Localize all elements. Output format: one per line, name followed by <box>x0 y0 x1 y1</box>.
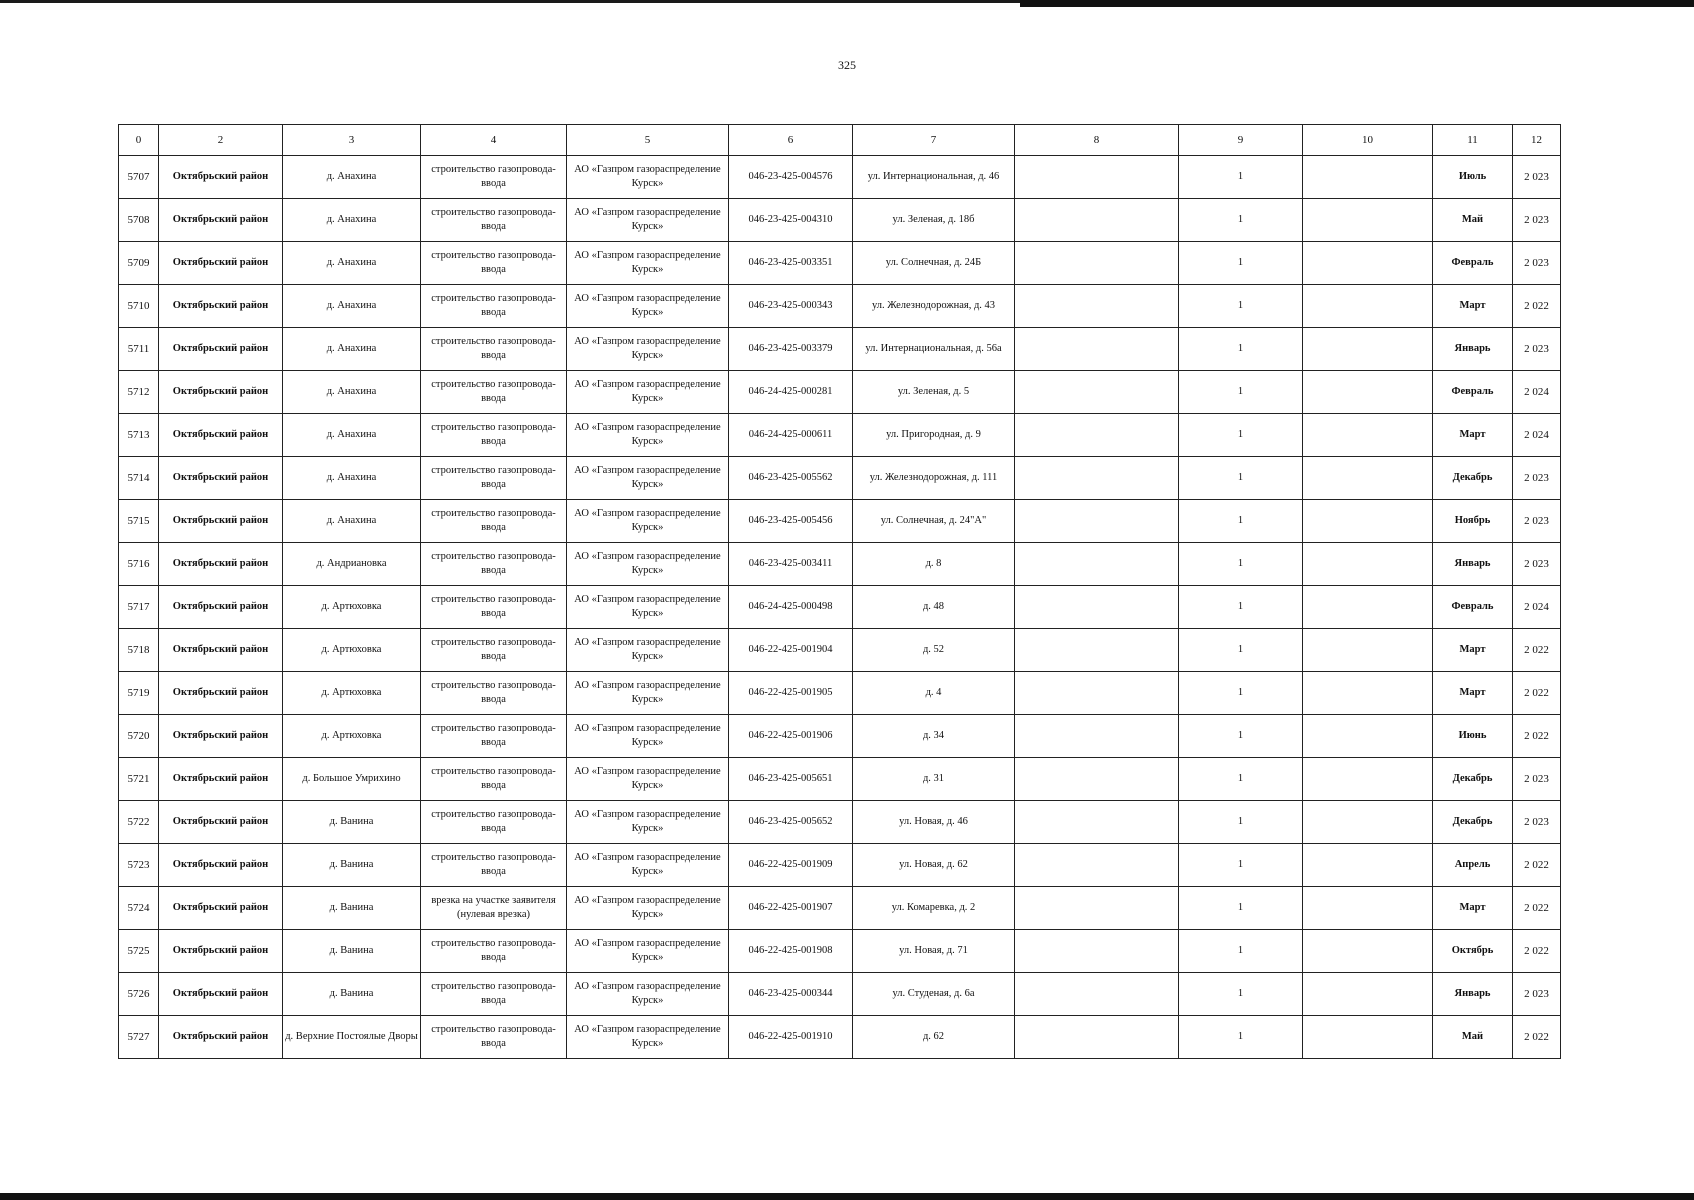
table-body <box>119 156 1561 1059</box>
quantity-cell: 1 <box>1179 199 1303 242</box>
quantity-cell: 1 <box>1179 930 1303 973</box>
organization-cell: АО «Газпром газораспределение Курск» <box>567 672 729 715</box>
column-8-cell <box>1015 758 1179 801</box>
col-header: 7 <box>853 125 1015 156</box>
month-cell: Декабрь <box>1433 457 1513 500</box>
row-number: 5725 <box>119 930 159 973</box>
quantity-cell: 1 <box>1179 629 1303 672</box>
year-cell: 2 023 <box>1513 801 1561 844</box>
settlement-cell: д. Артюховка <box>283 672 421 715</box>
work-type-cell: строительство газопровода-ввода <box>421 629 567 672</box>
district-cell: Октябрьский район <box>159 672 283 715</box>
table-row <box>119 672 1561 715</box>
year-cell: 2 023 <box>1513 199 1561 242</box>
work-type-cell: строительство газопровода-ввода <box>421 715 567 758</box>
col-header: 4 <box>421 125 567 156</box>
district-cell: Октябрьский район <box>159 758 283 801</box>
application-code-cell: 046-22-425-001910 <box>729 1016 853 1059</box>
settlement-cell: д. Артюховка <box>283 629 421 672</box>
settlement-cell: д. Анахина <box>283 156 421 199</box>
column-10-cell <box>1303 672 1433 715</box>
address-cell: ул. Пригородная, д. 9 <box>853 414 1015 457</box>
month-cell: Февраль <box>1433 371 1513 414</box>
row-number: 5723 <box>119 844 159 887</box>
quantity-cell: 1 <box>1179 328 1303 371</box>
settlement-cell: д. Артюховка <box>283 586 421 629</box>
work-type-cell: строительство газопровода-ввода <box>421 242 567 285</box>
district-cell: Октябрьский район <box>159 973 283 1016</box>
column-8-cell <box>1015 285 1179 328</box>
address-cell: ул. Зеленая, д. 18б <box>853 199 1015 242</box>
application-code-cell: 046-23-425-003379 <box>729 328 853 371</box>
quantity-cell: 1 <box>1179 715 1303 758</box>
column-8-cell <box>1015 242 1179 285</box>
application-code-cell: 046-23-425-003351 <box>729 242 853 285</box>
month-cell: Март <box>1433 285 1513 328</box>
column-10-cell <box>1303 156 1433 199</box>
settlement-cell: д. Анахина <box>283 285 421 328</box>
column-10-cell <box>1303 715 1433 758</box>
row-number: 5717 <box>119 586 159 629</box>
work-type-cell: строительство газопровода-ввода <box>421 973 567 1016</box>
district-cell: Октябрьский район <box>159 371 283 414</box>
organization-cell: АО «Газпром газораспределение Курск» <box>567 543 729 586</box>
application-code-cell: 046-23-425-003411 <box>729 543 853 586</box>
year-cell: 2 023 <box>1513 457 1561 500</box>
address-cell: ул. Железнодорожная, д. 111 <box>853 457 1015 500</box>
column-10-cell <box>1303 844 1433 887</box>
work-type-cell: строительство газопровода-ввода <box>421 328 567 371</box>
row-number: 5714 <box>119 457 159 500</box>
organization-cell: АО «Газпром газораспределение Курск» <box>567 844 729 887</box>
column-10-cell <box>1303 371 1433 414</box>
settlement-cell: д. Анахина <box>283 371 421 414</box>
month-cell: Февраль <box>1433 242 1513 285</box>
settlement-cell: д. Анахина <box>283 328 421 371</box>
month-cell: Май <box>1433 199 1513 242</box>
application-code-cell: 046-23-425-005651 <box>729 758 853 801</box>
row-number: 5722 <box>119 801 159 844</box>
table-row <box>119 629 1561 672</box>
organization-cell: АО «Газпром газораспределение Курск» <box>567 973 729 1016</box>
application-code-cell: 046-23-425-005562 <box>729 457 853 500</box>
row-number: 5720 <box>119 715 159 758</box>
address-cell: д. 52 <box>853 629 1015 672</box>
settlement-cell: д. Ванина <box>283 973 421 1016</box>
work-type-cell: строительство газопровода-ввода <box>421 285 567 328</box>
column-8-cell <box>1015 672 1179 715</box>
column-8-cell <box>1015 629 1179 672</box>
quantity-cell: 1 <box>1179 285 1303 328</box>
work-type-cell: строительство газопровода-ввода <box>421 758 567 801</box>
column-10-cell <box>1303 1016 1433 1059</box>
month-cell: Май <box>1433 1016 1513 1059</box>
organization-cell: АО «Газпром газораспределение Курск» <box>567 1016 729 1059</box>
work-type-cell: строительство газопровода-ввода <box>421 371 567 414</box>
column-8-cell <box>1015 715 1179 758</box>
table-row <box>119 586 1561 629</box>
column-10-cell <box>1303 586 1433 629</box>
table-row <box>119 371 1561 414</box>
month-cell: Март <box>1433 414 1513 457</box>
district-cell: Октябрьский район <box>159 629 283 672</box>
column-8-cell <box>1015 801 1179 844</box>
month-cell: Март <box>1433 672 1513 715</box>
year-cell: 2 022 <box>1513 672 1561 715</box>
organization-cell: АО «Газпром газораспределение Курск» <box>567 414 729 457</box>
address-cell: д. 34 <box>853 715 1015 758</box>
column-10-cell <box>1303 758 1433 801</box>
settlement-cell: д. Артюховка <box>283 715 421 758</box>
address-cell: ул. Новая, д. 46 <box>853 801 1015 844</box>
month-cell: Январь <box>1433 973 1513 1016</box>
column-8-cell <box>1015 199 1179 242</box>
application-code-cell: 046-22-425-001904 <box>729 629 853 672</box>
table-row <box>119 328 1561 371</box>
application-code-cell: 046-22-425-001906 <box>729 715 853 758</box>
month-cell: Июль <box>1433 156 1513 199</box>
district-cell: Октябрьский район <box>159 1016 283 1059</box>
table-row <box>119 242 1561 285</box>
month-cell: Ноябрь <box>1433 500 1513 543</box>
application-code-cell: 046-22-425-001905 <box>729 672 853 715</box>
address-cell: д. 4 <box>853 672 1015 715</box>
application-code-cell: 046-22-425-001909 <box>729 844 853 887</box>
year-cell: 2 022 <box>1513 285 1561 328</box>
row-number: 5716 <box>119 543 159 586</box>
row-number: 5721 <box>119 758 159 801</box>
organization-cell: АО «Газпром газораспределение Курск» <box>567 801 729 844</box>
row-number: 5709 <box>119 242 159 285</box>
quantity-cell: 1 <box>1179 1016 1303 1059</box>
row-number: 5726 <box>119 973 159 1016</box>
column-10-cell <box>1303 543 1433 586</box>
address-cell: д. 48 <box>853 586 1015 629</box>
column-8-cell <box>1015 500 1179 543</box>
row-number: 5719 <box>119 672 159 715</box>
district-cell: Октябрьский район <box>159 242 283 285</box>
settlement-cell: д. Анахина <box>283 199 421 242</box>
col-header: 9 <box>1179 125 1303 156</box>
scan-edge-bottom <box>0 1193 1694 1200</box>
table-row <box>119 973 1561 1016</box>
col-header: 12 <box>1513 125 1561 156</box>
settlement-cell: д. Андриановка <box>283 543 421 586</box>
col-header: 5 <box>567 125 729 156</box>
col-header: 0 <box>119 125 159 156</box>
column-8-cell <box>1015 371 1179 414</box>
district-cell: Октябрьский район <box>159 801 283 844</box>
table-row <box>119 801 1561 844</box>
month-cell: Октябрь <box>1433 930 1513 973</box>
work-type-cell: строительство газопровода-ввода <box>421 543 567 586</box>
table-row <box>119 887 1561 930</box>
month-cell: Март <box>1433 629 1513 672</box>
column-10-cell <box>1303 285 1433 328</box>
organization-cell: АО «Газпром газораспределение Курск» <box>567 328 729 371</box>
scan-edge-top <box>0 0 1694 8</box>
month-cell: Январь <box>1433 328 1513 371</box>
year-cell: 2 024 <box>1513 586 1561 629</box>
work-type-cell: строительство газопровода-ввода <box>421 672 567 715</box>
row-number: 5712 <box>119 371 159 414</box>
application-code-cell: 046-23-425-004576 <box>729 156 853 199</box>
column-8-cell <box>1015 543 1179 586</box>
column-8-cell <box>1015 930 1179 973</box>
row-number: 5724 <box>119 887 159 930</box>
address-cell: д. 31 <box>853 758 1015 801</box>
column-8-cell <box>1015 156 1179 199</box>
column-8-cell <box>1015 457 1179 500</box>
table-row <box>119 199 1561 242</box>
page-number: 325 <box>838 58 856 72</box>
organization-cell: АО «Газпром газораспределение Курск» <box>567 887 729 930</box>
table-row <box>119 156 1561 199</box>
district-cell: Октябрьский район <box>159 586 283 629</box>
address-cell: д. 62 <box>853 1016 1015 1059</box>
district-cell: Октябрьский район <box>159 500 283 543</box>
work-type-cell: строительство газопровода-ввода <box>421 199 567 242</box>
col-header: 3 <box>283 125 421 156</box>
column-8-cell <box>1015 844 1179 887</box>
application-code-cell: 046-24-425-000281 <box>729 371 853 414</box>
month-cell: Декабрь <box>1433 758 1513 801</box>
year-cell: 2 023 <box>1513 156 1561 199</box>
address-cell: ул. Студеная, д. 6а <box>853 973 1015 1016</box>
work-type-cell: врезка на участке заявителя (нулевая врезка) <box>421 887 567 930</box>
col-header: 2 <box>159 125 283 156</box>
application-code-cell: 046-23-425-000344 <box>729 973 853 1016</box>
settlement-cell: д. Ванина <box>283 844 421 887</box>
month-cell: Февраль <box>1433 586 1513 629</box>
application-code-cell: 046-24-425-000498 <box>729 586 853 629</box>
column-8-cell <box>1015 1016 1179 1059</box>
settlement-cell: д. Ванина <box>283 801 421 844</box>
table-row <box>119 414 1561 457</box>
district-cell: Октябрьский район <box>159 887 283 930</box>
column-10-cell <box>1303 930 1433 973</box>
settlement-cell: д. Ванина <box>283 930 421 973</box>
row-number: 5708 <box>119 199 159 242</box>
organization-cell: АО «Газпром газораспределение Курск» <box>567 629 729 672</box>
year-cell: 2 022 <box>1513 1016 1561 1059</box>
column-8-cell <box>1015 414 1179 457</box>
year-cell: 2 024 <box>1513 414 1561 457</box>
table-row <box>119 844 1561 887</box>
work-type-cell: строительство газопровода-ввода <box>421 457 567 500</box>
address-cell: ул. Новая, д. 62 <box>853 844 1015 887</box>
quantity-cell: 1 <box>1179 887 1303 930</box>
row-number: 5711 <box>119 328 159 371</box>
year-cell: 2 022 <box>1513 844 1561 887</box>
header-row <box>119 125 1561 156</box>
address-cell: ул. Солнечная, д. 24"А" <box>853 500 1015 543</box>
table-row <box>119 457 1561 500</box>
table-row <box>119 930 1561 973</box>
column-10-cell <box>1303 457 1433 500</box>
organization-cell: АО «Газпром газораспределение Курск» <box>567 242 729 285</box>
work-type-cell: строительство газопровода-ввода <box>421 1016 567 1059</box>
column-8-cell <box>1015 328 1179 371</box>
year-cell: 2 023 <box>1513 328 1561 371</box>
district-cell: Октябрьский район <box>159 715 283 758</box>
table-row <box>119 1016 1561 1059</box>
row-number: 5718 <box>119 629 159 672</box>
quantity-cell: 1 <box>1179 156 1303 199</box>
address-cell: ул. Солнечная, д. 24Б <box>853 242 1015 285</box>
work-type-cell: строительство газопровода-ввода <box>421 844 567 887</box>
work-type-cell: строительство газопровода-ввода <box>421 156 567 199</box>
month-cell: Апрель <box>1433 844 1513 887</box>
column-10-cell <box>1303 629 1433 672</box>
address-cell: ул. Комаревка, д. 2 <box>853 887 1015 930</box>
settlement-cell: д. Верхние Постоялые Дворы <box>283 1016 421 1059</box>
address-cell: ул. Железнодорожная, д. 43 <box>853 285 1015 328</box>
district-cell: Октябрьский район <box>159 156 283 199</box>
address-cell: ул. Интернациональная, д. 46 <box>853 156 1015 199</box>
application-code-cell: 046-23-425-005652 <box>729 801 853 844</box>
quantity-cell: 1 <box>1179 672 1303 715</box>
row-number: 5715 <box>119 500 159 543</box>
year-cell: 2 022 <box>1513 629 1561 672</box>
year-cell: 2 024 <box>1513 371 1561 414</box>
work-type-cell: строительство газопровода-ввода <box>421 500 567 543</box>
year-cell: 2 023 <box>1513 758 1561 801</box>
work-type-cell: строительство газопровода-ввода <box>421 414 567 457</box>
table-row <box>119 500 1561 543</box>
column-10-cell <box>1303 887 1433 930</box>
settlement-cell: д. Большое Умрихино <box>283 758 421 801</box>
quantity-cell: 1 <box>1179 414 1303 457</box>
district-cell: Октябрьский район <box>159 930 283 973</box>
application-code-cell: 046-22-425-001908 <box>729 930 853 973</box>
application-code-cell: 046-22-425-001907 <box>729 887 853 930</box>
application-code-cell: 046-23-425-005456 <box>729 500 853 543</box>
table-row <box>119 285 1561 328</box>
quantity-cell: 1 <box>1179 543 1303 586</box>
organization-cell: АО «Газпром газораспределение Курск» <box>567 457 729 500</box>
district-cell: Октябрьский район <box>159 285 283 328</box>
registry-table <box>118 124 1561 1059</box>
column-8-cell <box>1015 887 1179 930</box>
district-cell: Октябрьский район <box>159 199 283 242</box>
address-cell: ул. Зеленая, д. 5 <box>853 371 1015 414</box>
organization-cell: АО «Газпром газораспределение Курск» <box>567 285 729 328</box>
settlement-cell: д. Анахина <box>283 457 421 500</box>
month-cell: Январь <box>1433 543 1513 586</box>
work-type-cell: строительство газопровода-ввода <box>421 930 567 973</box>
year-cell: 2 023 <box>1513 500 1561 543</box>
row-number: 5707 <box>119 156 159 199</box>
settlement-cell: д. Ванина <box>283 887 421 930</box>
year-cell: 2 022 <box>1513 930 1561 973</box>
column-10-cell <box>1303 242 1433 285</box>
quantity-cell: 1 <box>1179 586 1303 629</box>
column-10-cell <box>1303 199 1433 242</box>
quantity-cell: 1 <box>1179 844 1303 887</box>
quantity-cell: 1 <box>1179 242 1303 285</box>
table-row <box>119 758 1561 801</box>
year-cell: 2 023 <box>1513 242 1561 285</box>
organization-cell: АО «Газпром газораспределение Курск» <box>567 758 729 801</box>
col-header: 6 <box>729 125 853 156</box>
col-header: 10 <box>1303 125 1433 156</box>
work-type-cell: строительство газопровода-ввода <box>421 586 567 629</box>
quantity-cell: 1 <box>1179 500 1303 543</box>
month-cell: Март <box>1433 887 1513 930</box>
organization-cell: АО «Газпром газораспределение Курск» <box>567 371 729 414</box>
row-number: 5710 <box>119 285 159 328</box>
year-cell: 2 023 <box>1513 543 1561 586</box>
column-10-cell <box>1303 500 1433 543</box>
col-header: 11 <box>1433 125 1513 156</box>
month-cell: Июнь <box>1433 715 1513 758</box>
row-number: 5727 <box>119 1016 159 1059</box>
application-code-cell: 046-23-425-000343 <box>729 285 853 328</box>
district-cell: Октябрьский район <box>159 543 283 586</box>
column-8-cell <box>1015 586 1179 629</box>
organization-cell: АО «Газпром газораспределение Курск» <box>567 156 729 199</box>
column-10-cell <box>1303 973 1433 1016</box>
district-cell: Октябрьский район <box>159 328 283 371</box>
district-cell: Октябрьский район <box>159 844 283 887</box>
column-8-cell <box>1015 973 1179 1016</box>
col-header: 8 <box>1015 125 1179 156</box>
application-code-cell: 046-23-425-004310 <box>729 199 853 242</box>
organization-cell: АО «Газпром газораспределение Курск» <box>567 586 729 629</box>
column-10-cell <box>1303 414 1433 457</box>
organization-cell: АО «Газпром газораспределение Курск» <box>567 930 729 973</box>
settlement-cell: д. Анахина <box>283 500 421 543</box>
settlement-cell: д. Анахина <box>283 242 421 285</box>
year-cell: 2 022 <box>1513 887 1561 930</box>
quantity-cell: 1 <box>1179 758 1303 801</box>
table-row <box>119 543 1561 586</box>
table-row <box>119 715 1561 758</box>
quantity-cell: 1 <box>1179 457 1303 500</box>
work-type-cell: строительство газопровода-ввода <box>421 801 567 844</box>
quantity-cell: 1 <box>1179 801 1303 844</box>
district-cell: Октябрьский район <box>159 457 283 500</box>
month-cell: Декабрь <box>1433 801 1513 844</box>
district-cell: Октябрьский район <box>159 414 283 457</box>
organization-cell: АО «Газпром газораспределение Курск» <box>567 199 729 242</box>
address-cell: ул. Новая, д. 71 <box>853 930 1015 973</box>
organization-cell: АО «Газпром газораспределение Курск» <box>567 500 729 543</box>
organization-cell: АО «Газпром газораспределение Курск» <box>567 715 729 758</box>
address-cell: ул. Интернациональная, д. 56а <box>853 328 1015 371</box>
application-code-cell: 046-24-425-000611 <box>729 414 853 457</box>
year-cell: 2 022 <box>1513 715 1561 758</box>
settlement-cell: д. Анахина <box>283 414 421 457</box>
column-10-cell <box>1303 801 1433 844</box>
quantity-cell: 1 <box>1179 973 1303 1016</box>
year-cell: 2 023 <box>1513 973 1561 1016</box>
row-number: 5713 <box>119 414 159 457</box>
quantity-cell: 1 <box>1179 371 1303 414</box>
address-cell: д. 8 <box>853 543 1015 586</box>
column-10-cell <box>1303 328 1433 371</box>
